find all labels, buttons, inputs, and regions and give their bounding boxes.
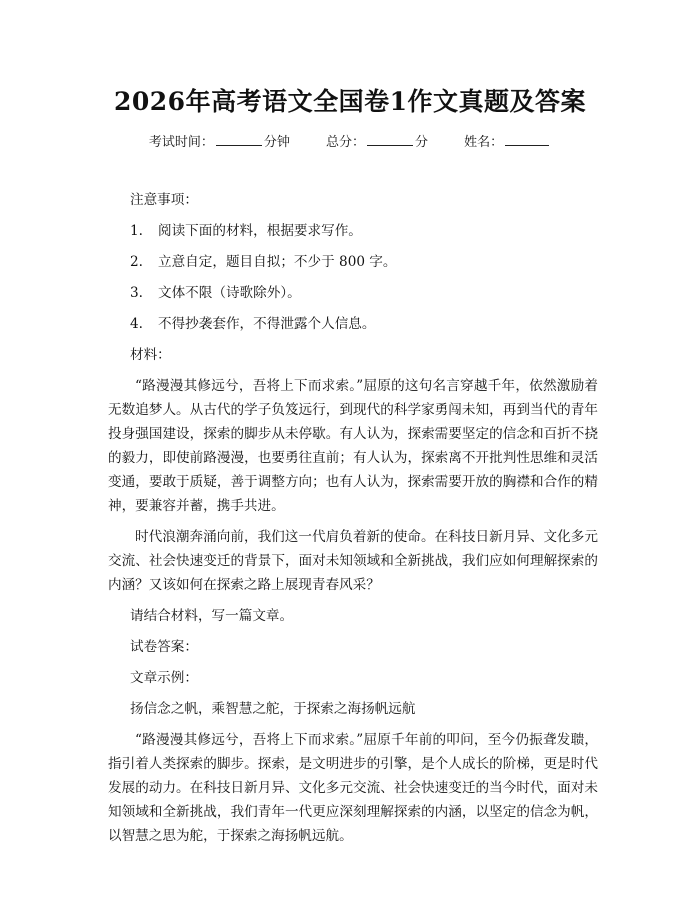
notice-text: 立意自定，题目自拟；不少于 800 字。 <box>158 254 397 270</box>
answer-heading: 试卷答案： <box>130 639 198 655</box>
notice-number: 2. <box>130 254 143 270</box>
notice-item <box>108 219 598 243</box>
exam-time-blank[interactable] <box>216 133 262 146</box>
exam-time-label: 考试时间： <box>148 135 214 150</box>
exam-time-unit: 分钟 <box>263 135 290 150</box>
notice-item <box>108 312 598 336</box>
exam-time-field <box>149 135 294 150</box>
notice-item <box>108 250 598 274</box>
notice-text: 阅读下面的材料，根据要求写作。 <box>158 223 362 239</box>
page-title: 2026年高考语文全国卷1作文真题及答案 <box>114 87 586 116</box>
essay-paragraph: “路漫漫其修远兮，吾将上下而求索。”屈原千年前的叩问，至今仍振聋发聩，指引着人类探索的脚步。探索，是文明进步的引擎，是个人成长的阶梯，更是时代发展的动力。在科技日新月异、文化多元交流、社会快速变迁的当今时代，面对未知领域和全新挑战，我们青年一代更应深刻理解探索的内涵，以坚定的信念为帆，以智慧之思为舵，于探索之海扬帆远航。 <box>108 732 598 844</box>
notice-text: 不得抄袭套作，不得泄露个人信息。 <box>158 316 376 332</box>
sample-heading: 文章示例： <box>130 670 198 686</box>
notice-number: 1. <box>130 223 143 239</box>
material-paragraph: 时代浪潮奔涌向前，我们这一代肩负着新的使命。在科技日新月异、文化多元交流、社会快速变迁的背景下，面对未知领域和全新挑战，我们应如何理解探索的内涵？又该如何在探索之路上展现青春风采？ <box>108 529 598 593</box>
notice-text: 文体不限（诗歌除外）。 <box>158 285 301 301</box>
writing-instruction: 请结合材料，写一篇文章。 <box>130 608 294 624</box>
total-score-field <box>326 135 432 150</box>
name-label: 姓名： <box>464 135 504 150</box>
essay-title: 扬信念之帆，乘智慧之舵，于探索之海扬帆远航 <box>130 701 416 717</box>
total-score-unit: 分 <box>415 135 429 150</box>
material-heading: 材料： <box>130 347 171 363</box>
document-body <box>108 188 598 855</box>
total-score-blank[interactable] <box>367 133 413 146</box>
name-field <box>464 135 551 150</box>
total-score-label: 总分： <box>325 135 365 150</box>
notice-item <box>108 281 598 305</box>
notice-heading: 注意事项： <box>130 192 198 208</box>
exam-meta-line <box>0 131 700 150</box>
notice-number: 3. <box>130 285 143 301</box>
material-paragraph: “路漫漫其修远兮，吾将上下而求索。”屈原的这句名言穿越千年，依然激励着无数追梦人。从古代的学子负笈远行，到现代的科学家勇闯未知，再到当代的青年投身强国建设，探索的脚步从未停歇。有人认为，探索需要坚定的信念和百折不挠的毅力，即使前路漫漫，也要勇往直前；有人认为，探索离不开批判性思维和灵活变通，要敢于质疑，善于调整方向；也有人认为，探索需要开放的胸襟和合作的精神，要兼容并蓄，携手共进。 <box>108 378 598 514</box>
name-blank[interactable] <box>505 133 549 146</box>
notice-number: 4. <box>130 316 143 332</box>
